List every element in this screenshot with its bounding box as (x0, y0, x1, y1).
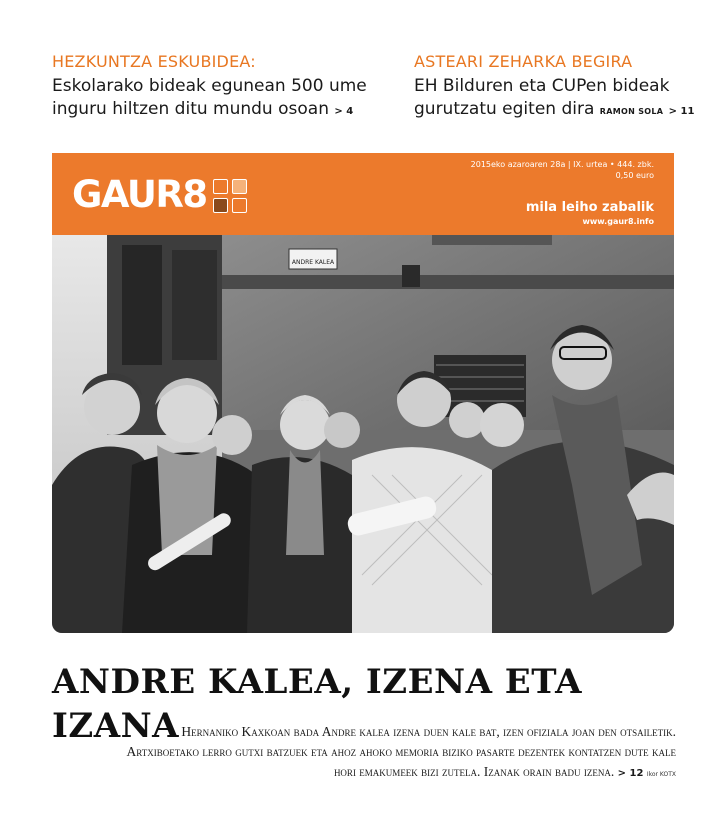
byline: RAMON SOLA (599, 107, 664, 116)
cover-photo (52, 235, 674, 633)
page-reference[interactable]: > 12 (617, 768, 644, 779)
masthead (52, 153, 674, 235)
masthead-url[interactable]: www.gaur8.info (582, 217, 654, 226)
teaser-kicker: HEZKUNTZA ESKUBIDEA: (52, 52, 256, 71)
cover-lede (120, 722, 676, 785)
teaser-title[interactable]: Eskolarako bideak egunean 500 ume inguru hiltzen ditu mundu osoan > 4 (52, 76, 367, 119)
teaser-kicker: ASTEARI ZEHARKA BEGIRA (414, 52, 633, 71)
logo-windows-icon (213, 179, 247, 213)
issue-date-line: 2015eko azaroaren 28a | IX. urtea • 444. zbk. (470, 160, 654, 169)
lede-text: Hernaniko Kaxkoan bada Andre kalea izena duen kale bat, izen ofiziala joan den otsailetik. Artxiboetako lerro gutxi batzuek eta ahoz ahoko memoria biziko pasarte dezentek kontatzen dute kale hori emakumeek bizi zutela. Izanak orain badu izena. (126, 724, 676, 779)
teaser-education[interactable] (52, 52, 382, 123)
photo-credit: Ikor KOTX (646, 771, 676, 778)
teaser-politics[interactable] (414, 52, 714, 123)
street-sign: ANDRE KALEA (291, 259, 335, 266)
teaser-title[interactable]: EH Bilduren eta CUPen bideak gurutzatu egiten dira RAMON SOLA > 11 (414, 76, 695, 119)
page-reference[interactable]: > 11 (668, 106, 695, 117)
cover-headline[interactable]: ANDRE KALEA, IZENA ETA IZANA (52, 662, 583, 746)
masthead-tagline: mila leiho zabalik (525, 200, 654, 215)
issue-info (471, 159, 654, 181)
page-reference[interactable]: > 4 (334, 106, 354, 117)
issue-price: 0,50 euro (615, 171, 654, 180)
masthead-logo[interactable]: GAUR8 (72, 173, 207, 216)
